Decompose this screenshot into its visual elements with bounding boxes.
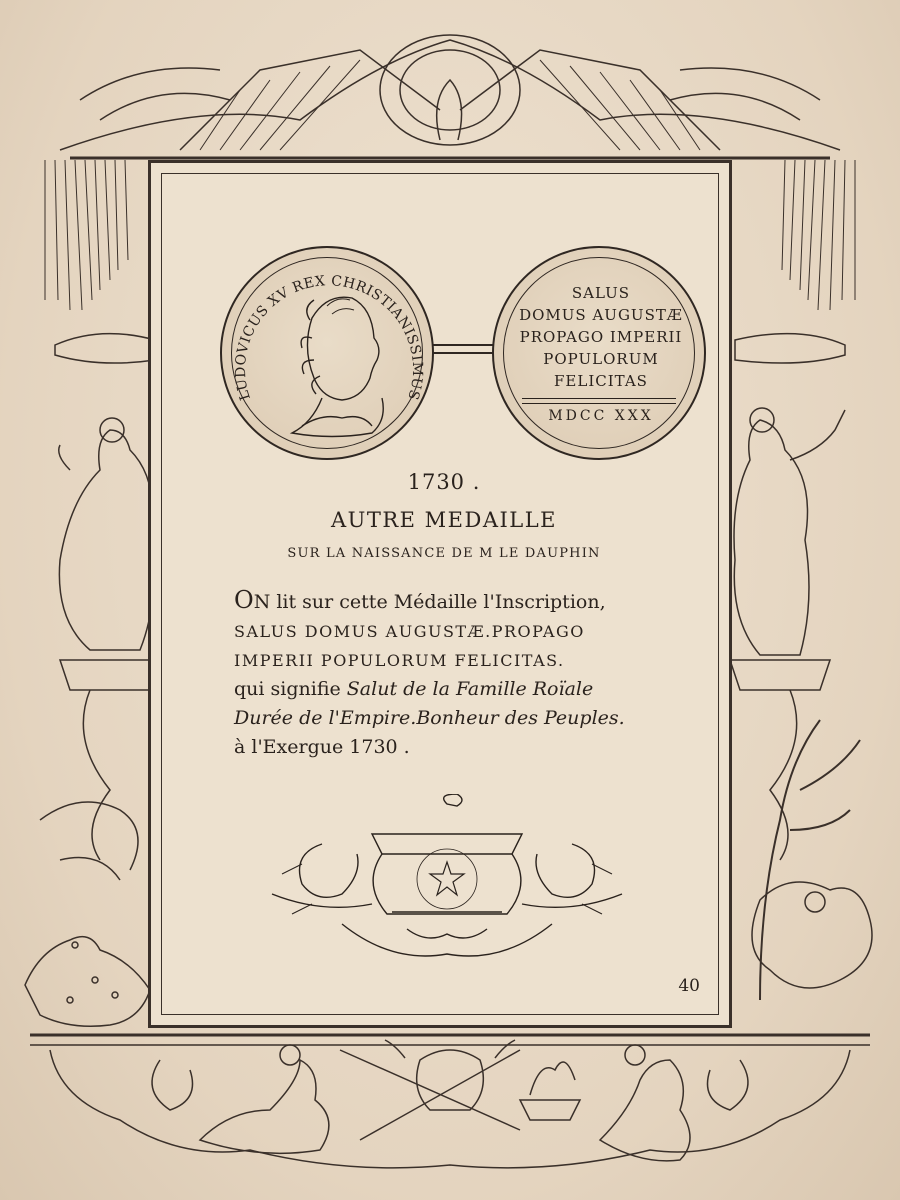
star-vignette (262, 794, 632, 964)
medal-link (432, 344, 494, 354)
text-line-2: SALUS DOMUS AUGUSTÆ.PROPAGO (234, 622, 585, 641)
reverse-line: FELICITAS (554, 372, 648, 390)
engraved-plate (148, 160, 732, 1028)
obverse-legend: LUDOVICUS XV REX CHRISTIANISSIMUS (232, 273, 426, 403)
reverse-line: DOMUS AUGUSTÆ (519, 306, 683, 324)
plate-title: AUTRE MEDAILLE (330, 508, 558, 532)
text-line-5: Durée de l'Empire.Bonheur des Peuples. (234, 707, 625, 729)
description-text (234, 586, 704, 762)
exergue-rule (522, 398, 676, 404)
text-line-6: à l'Exergue 1730 . (234, 736, 410, 758)
medal-reverse (492, 246, 706, 460)
plate-year: 1730 . (407, 470, 481, 494)
obverse-portrait (222, 248, 436, 462)
plate-subtitle: SUR LA NAISSANCE DE M LE DAUPHIN (287, 546, 601, 561)
reverse-line: PROPAGO IMPERII (519, 328, 683, 346)
page-number: 40 (678, 976, 700, 996)
text-line-3: IMPERII POPULORUM FELICITAS. (234, 651, 565, 670)
initial-letter: O (234, 586, 254, 614)
text-line-4: qui signifie Salut de la Famille Roïale (234, 678, 594, 700)
plate-inner-border (161, 173, 719, 1015)
medal-obverse (220, 246, 434, 460)
text-line-1: ON lit sur cette Médaille l'Inscription, (234, 586, 606, 614)
exergue-date: MDCC XXX (548, 408, 654, 424)
reverse-line: SALUS (571, 284, 631, 302)
reverse-inscription (494, 282, 708, 392)
reverse-line: POPULORUM (543, 350, 659, 368)
